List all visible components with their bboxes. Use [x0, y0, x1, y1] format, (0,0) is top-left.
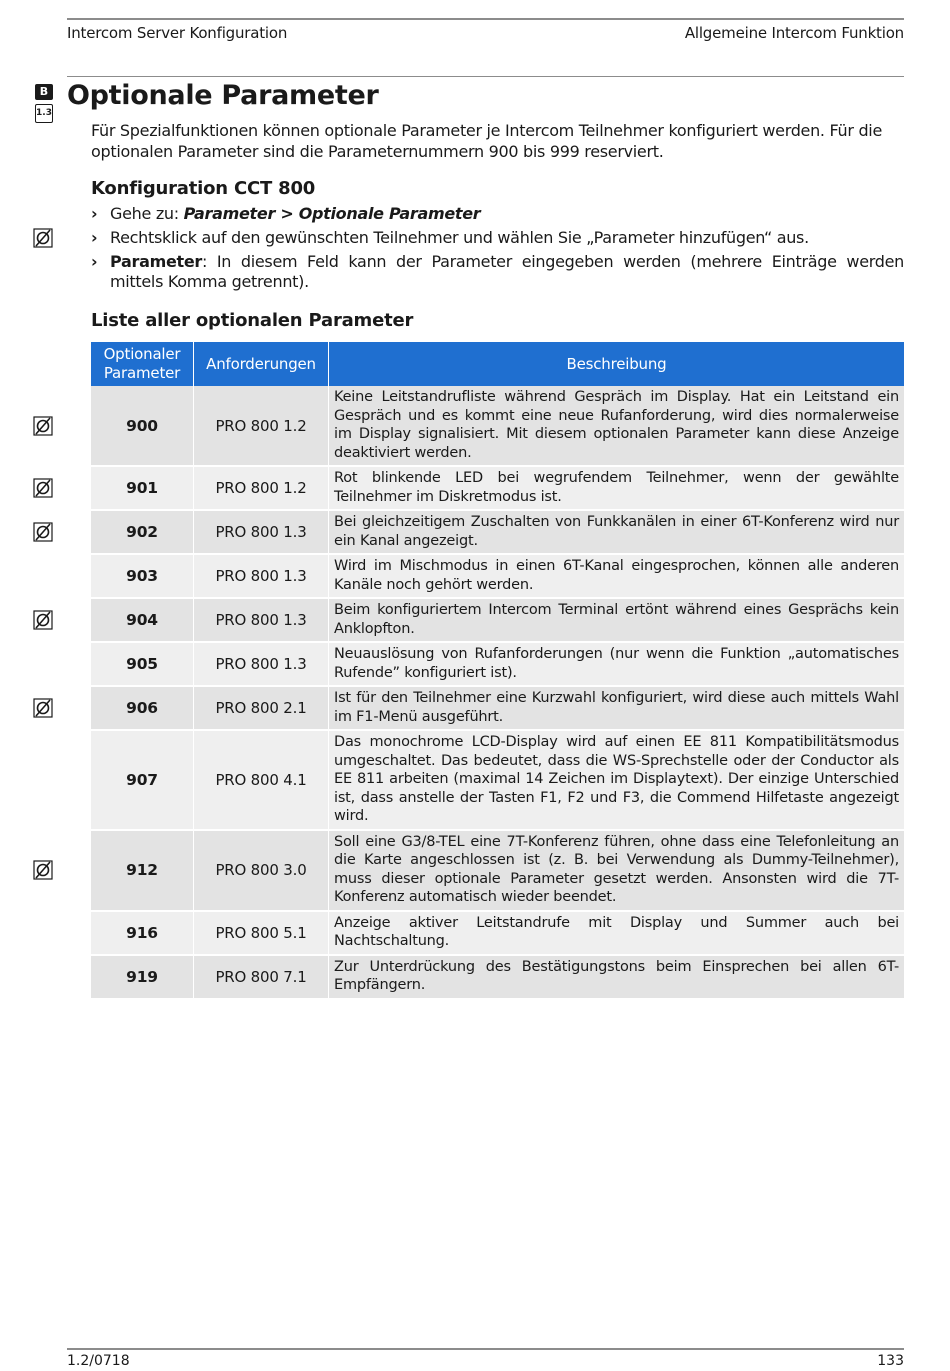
version-badge: 1.3 — [35, 104, 53, 123]
description-cell: Bei gleichzeitigem Zuschalten von Funkkanälen in einer 6T-Konferenz wird nur ein Kanal angezeigt. — [329, 510, 905, 554]
chapter-badge: B — [35, 84, 53, 100]
param-number-cell: 906 — [91, 686, 194, 730]
table-row — [91, 955, 904, 999]
not-applicable-icon — [33, 228, 53, 248]
requirement-cell: PRO 800 5.1 — [194, 911, 329, 955]
page-title: Optionale Parameter — [67, 80, 379, 111]
list-heading: Liste aller optionalen Parameter — [91, 310, 414, 331]
not-applicable-icon — [33, 478, 53, 498]
step-item — [91, 228, 904, 248]
param-number-cell: 919 — [91, 955, 194, 999]
description-cell: Rot blinkende LED bei wegrufendem Teilnehmer, wenn der gewählte Teilnehmer im Diskretmodus ist. — [329, 466, 905, 510]
intro-paragraph: Für Spezialfunktionen können optionale Parameter je Intercom Teilnehmer konfiguriert werden. Für die optionalen Parameter sind die Parameternummern 900 bis 999 reserviert. — [91, 121, 882, 161]
column-header-description: Beschreibung — [329, 342, 905, 386]
requirement-cell: PRO 800 1.2 — [194, 466, 329, 510]
description-cell: Keine Leitstandrufliste während Gespräch im Display. Hat ein Leitstand ein Gespräch und es kommt eine neue Rufanforderung, wird dies normalerweise im Display signalisiert. Mit diesem optionalen Parameter kann diese Anzeige deaktiviert werden. — [329, 386, 905, 466]
requirement-cell: PRO 800 3.0 — [194, 830, 329, 911]
chevron-right-icon: › — [91, 204, 98, 223]
column-header-requirements: Anforderungen — [194, 342, 329, 386]
column-header-param: Optionaler Parameter — [91, 342, 194, 386]
table-row — [91, 386, 904, 466]
requirement-cell: PRO 800 1.3 — [194, 598, 329, 642]
requirement-cell: PRO 800 7.1 — [194, 955, 329, 999]
section-rule — [67, 76, 904, 77]
param-number-cell: 901 — [91, 466, 194, 510]
requirement-cell: PRO 800 4.1 — [194, 730, 329, 830]
description-cell: Soll eine G3/8-TEL eine 7T-Konferenz führen, ohne dass eine Telefonleitung an die Karte angeschlossen ist (z. B. bei Verwendung als Dummy-Teilnehmer), muss dieser optionale Parameter gesetzt werden. Ansonsten wird die 7T-Konferenz automatisch wieder beendet. — [329, 830, 905, 911]
param-number-cell: 905 — [91, 642, 194, 686]
requirement-cell: PRO 800 1.3 — [194, 642, 329, 686]
description-cell: Neuauslösung von Rufanforderungen (nur wenn die Funktion „automatisches Rufende” konfiguriert ist). — [329, 642, 905, 686]
step-item — [91, 204, 904, 224]
param-number-cell: 904 — [91, 598, 194, 642]
not-applicable-icon — [33, 860, 53, 880]
not-applicable-icon — [33, 416, 53, 436]
requirement-cell: PRO 800 1.3 — [194, 554, 329, 598]
not-applicable-icon — [33, 522, 53, 542]
requirement-cell: PRO 800 1.3 — [194, 510, 329, 554]
param-number-cell: 916 — [91, 911, 194, 955]
footer-rule — [67, 1348, 904, 1350]
table-row — [91, 598, 904, 642]
table-row — [91, 642, 904, 686]
param-number-cell: 900 — [91, 386, 194, 466]
step-item — [91, 252, 904, 292]
step-term: Parameter — [110, 252, 202, 271]
param-number-cell: 912 — [91, 830, 194, 911]
chevron-right-icon: › — [91, 228, 98, 247]
description-cell: Anzeige aktiver Leitstandrufe mit Display und Summer auch bei Nachtschaltung. — [329, 911, 905, 955]
table-row — [91, 830, 904, 911]
chevron-right-icon: › — [91, 252, 98, 271]
table-header-row — [91, 342, 904, 386]
param-number-cell: 903 — [91, 554, 194, 598]
description-cell: Beim konfiguriertem Intercom Terminal ertönt während eines Gesprächs kein Anklopfton. — [329, 598, 905, 642]
document-version: 1.2/0718 — [67, 1353, 130, 1369]
page-number: 133 — [877, 1353, 904, 1369]
running-header-left: Intercom Server Konfiguration — [67, 24, 288, 42]
requirement-cell: PRO 800 1.2 — [194, 386, 329, 466]
param-number-cell: 902 — [91, 510, 194, 554]
table-row — [91, 686, 904, 730]
table-row — [91, 730, 904, 830]
param-number-cell: 907 — [91, 730, 194, 830]
requirement-cell: PRO 800 2.1 — [194, 686, 329, 730]
not-applicable-icon — [33, 698, 53, 718]
running-header-right: Allgemeine Intercom Funktion — [684, 24, 904, 42]
table-row — [91, 510, 904, 554]
parameter-table — [91, 342, 904, 1000]
table-row — [91, 554, 904, 598]
header-rule — [67, 18, 904, 20]
menu-path: Parameter > Optionale Parameter — [183, 204, 481, 223]
table-row — [91, 911, 904, 955]
config-heading: Konfiguration CCT 800 — [91, 178, 316, 199]
description-cell: Wird im Mischmodus in einen 6T-Kanal eingesprochen, können alle anderen Kanäle noch gehört werden. — [329, 554, 905, 598]
step-prefix: Gehe zu: — [110, 204, 184, 223]
table-row — [91, 466, 904, 510]
step-text: : In diesem Feld kann der Parameter eingegeben werden (mehrere Einträge werden mittels Komma getrennt). — [110, 252, 904, 291]
description-cell: Das monochrome LCD-Display wird auf einen EE 811 Kompatibilitätsmodus umgeschaltet. Das bedeutet, dass die WS-Sprechstelle oder der Conductor als EE 811 arbeiten (maximal 14 Zeichen im Displaytext). Der einzige Unterschied ist, dass anstelle der Tasten F1, F2 und F3, die Commend Hilfetaste angezeigt wird. — [329, 730, 905, 830]
description-cell: Zur Unterdrückung des Bestätigungstons beim Einsprechen bei allen 6T-Empfängern. — [329, 955, 905, 999]
description-cell: Ist für den Teilnehmer eine Kurzwahl konfiguriert, wird diese auch mittels Wahl im F1-Menü ausgeführt. — [329, 686, 905, 730]
not-applicable-icon — [33, 610, 53, 630]
config-steps — [91, 204, 904, 296]
step-text: Rechtsklick auf den gewünschten Teilnehmer und wählen Sie „Parameter hinzufügen“ aus. — [110, 228, 809, 247]
